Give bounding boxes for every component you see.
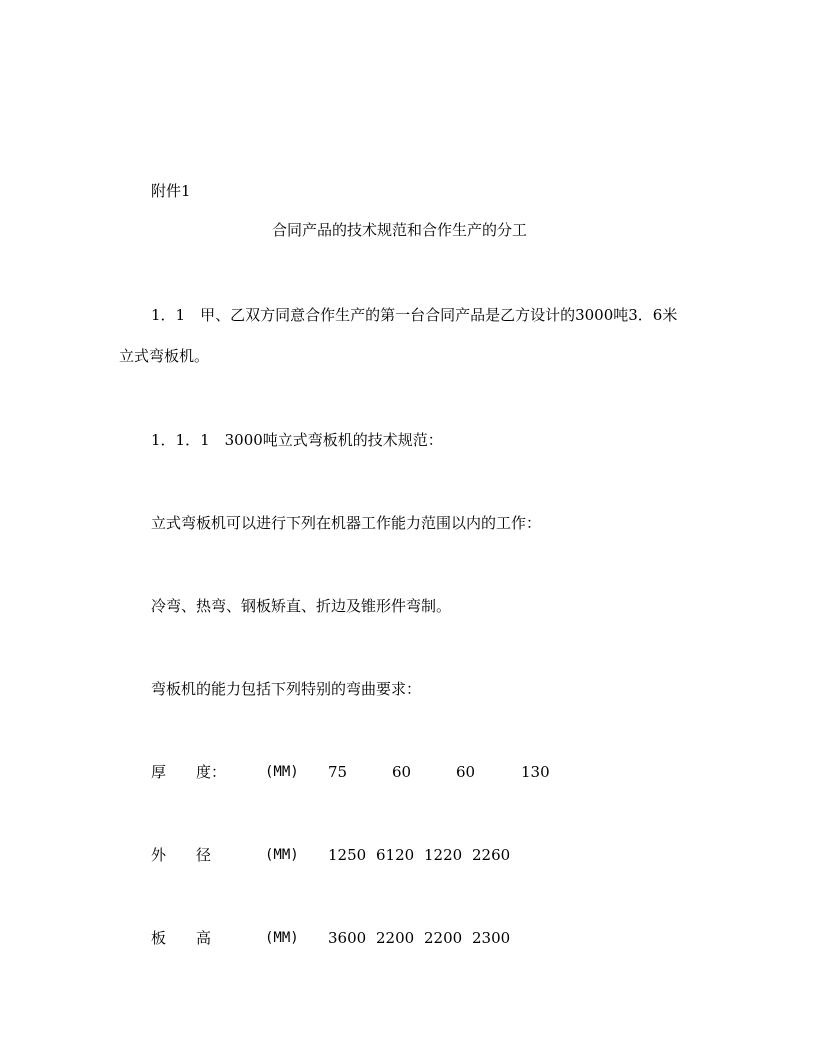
row-label-plate-height: 板 高: [151, 929, 212, 947]
row-label-outer-diameter: 外 径: [151, 846, 212, 864]
row-unit: (MM): [265, 764, 299, 780]
row-unit: (MM): [265, 930, 299, 946]
table-cell: 2200: [424, 929, 463, 947]
table-cell: 60: [392, 763, 412, 781]
clause-1-1-line-2: 立式弯板机。: [119, 347, 210, 365]
table-cell: 1250: [328, 846, 367, 864]
table-cell: 60: [456, 763, 476, 781]
row-label-thickness: 厚 度：: [151, 763, 227, 781]
clause-1-1-line-1: 1．1 甲、乙双方同意合作生产的第一台合同产品是乙方设计的3000吨3．6米: [151, 306, 678, 324]
attachment-label: 附件1: [151, 182, 191, 200]
table-cell: 130: [521, 763, 550, 781]
row-unit: (MM): [265, 847, 299, 863]
document-title: 合同产品的技术规范和合作生产的分工: [272, 221, 528, 239]
table-cell: 1220: [424, 846, 463, 864]
table-cell: 2300: [472, 929, 511, 947]
paragraph-operations: 冷弯、热弯、钢板矫直、折边及锥形件弯制。: [151, 597, 452, 615]
clause-1-1-1: 1．1．1 3000吨立式弯板机的技术规范：: [151, 431, 443, 449]
paragraph-bending-requirements: 弯板机的能力包括下列特别的弯曲要求：: [151, 680, 422, 698]
table-cell: 6120: [376, 846, 415, 864]
paragraph-work-scope: 立式弯板机可以进行下列在机器工作能力范围以内的工作：: [151, 514, 542, 532]
table-cell: 3600: [328, 929, 367, 947]
table-cell: 2200: [376, 929, 415, 947]
table-cell: 2260: [472, 846, 511, 864]
table-cell: 75: [328, 763, 348, 781]
